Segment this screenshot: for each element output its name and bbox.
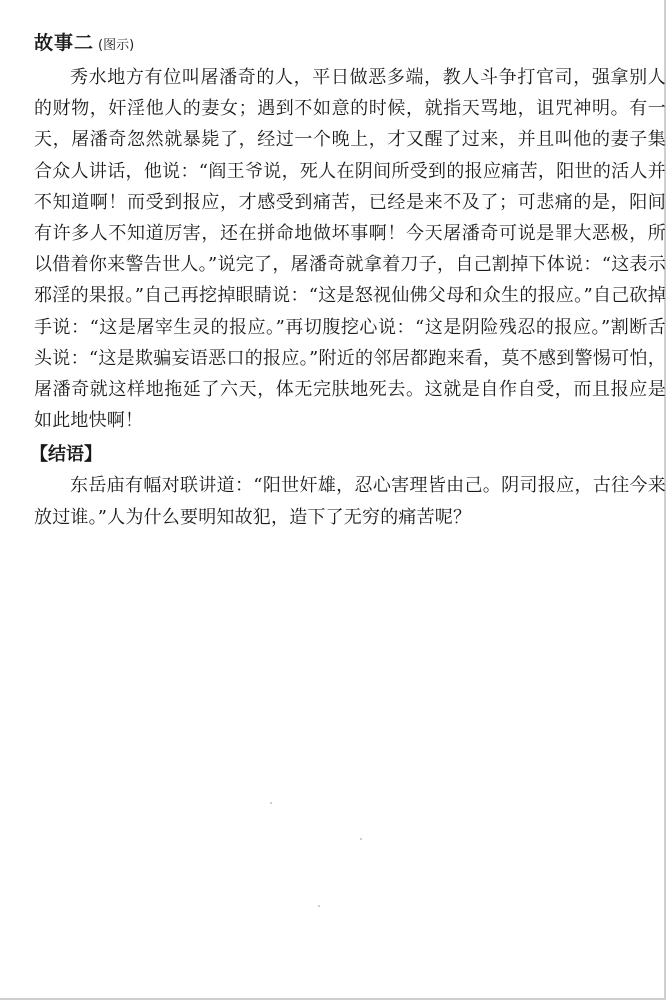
scan-speck [270,802,272,804]
page-content [30,30,666,533]
conclusion-title: 【结语】 [30,444,102,466]
story-heading [34,30,666,59]
scan-speck [360,838,362,840]
scan-speck [318,905,320,907]
conclusion-paragraph: 东岳庙有幅对联讲道：“阳世奸雄，忍心害理皆由己。阴司报应，古往今来放过谁。”人为什么要明知故犯，造下了无穷的痛苦呢？ [34,475,666,528]
story-subtitle: (图示) [98,38,135,53]
story-paragraph: 秀水地方有位叫屠潘奇的人，平日做恶多端，教人斗争打官司，强拿别人的财物，奸淫他人的妻女；遇到不如意的时候，就指天骂地，诅咒神明。有一天，屠潘奇忽然就暴毙了，经过一个晚上，才又醒了过来，并且叫他的妻子集合众人讲话，他说：“阎王爷说，死人在阴间所受到的报应痛苦，阳世的活人并不知道啊！而受到报应，才感受到痛苦，已经是来不及了；可悲痛的是，阳间有许多人不知道厉害，还在拼命地做坏事啊！今天屠潘奇可说是罪大恶极，所以借着你来警告世人。”说完了，屠潘奇就拿着刀子，自己割掉下体说：“这表示邪淫的果报。”自己再挖掉眼睛说：“这是怒视仙佛父母和众生的报应。”自己砍掉手说：“这是屠宰生灵的报应。”再切腹挖心说：“这是阴险残忍的报应。”割断舌头说：“这是欺骗妄语恶口的报应。”附近的邻居都跑来看，莫不感到警惕可怕，屠潘奇就这样地拖延了六天，体无完肤地死去。这就是自作自受，而且报应是如此地快啊！ [34,67,666,432]
story-title: 故事二 [34,32,95,54]
